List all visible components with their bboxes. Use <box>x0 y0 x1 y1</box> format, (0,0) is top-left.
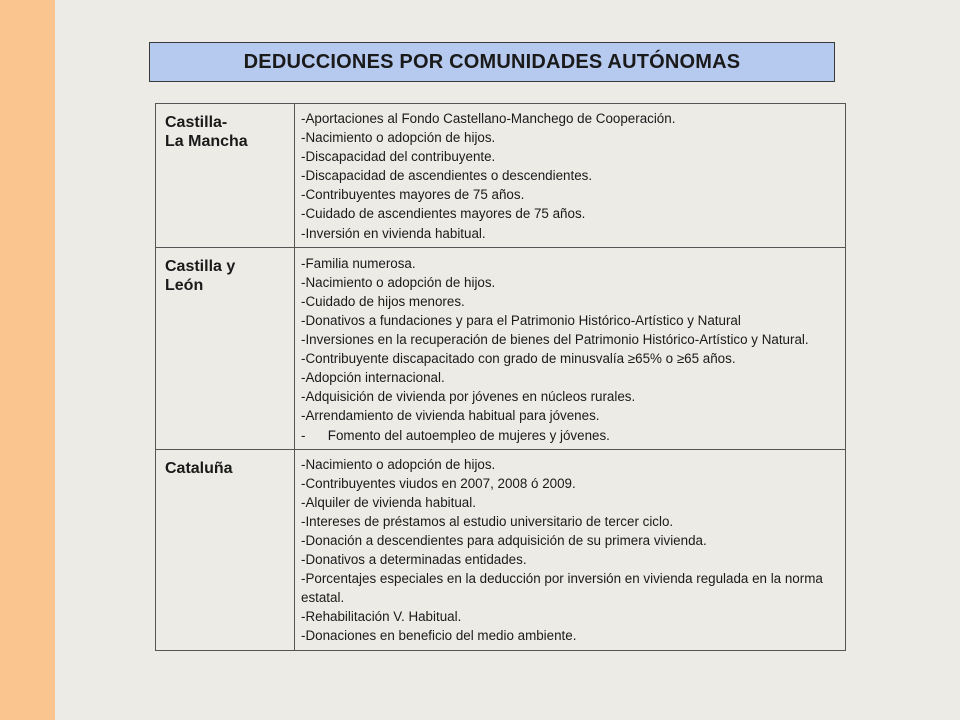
table-row-cataluna <box>156 449 846 650</box>
deduction-item: -Cuidado de hijos menores. <box>301 293 465 309</box>
deductions-table <box>155 103 846 651</box>
region-name-line-1: Castilla y <box>165 257 236 275</box>
deduction-item: -Contribuyente discapacitado con grado de minusvalía ≥65% o ≥65 años. <box>301 351 736 367</box>
deduction-item: -Donaciones en beneficio del medio ambiente. <box>301 628 577 644</box>
deduction-item: -Donativos a fundaciones y para el Patrimonio Histórico-Artístico y Natural <box>301 312 741 328</box>
region-name-line-2: La Mancha <box>165 133 248 150</box>
deduction-item: -Nacimiento o adopción de hijos. <box>301 456 496 472</box>
deduction-item: -Donación a descendientes para adquisición de su primera vivienda. <box>301 532 707 548</box>
deduction-item: -Inversión en vivienda habitual. <box>301 225 486 241</box>
deduction-item: -Intereses de préstamos al estudio universitario de tercer ciclo. <box>301 513 674 529</box>
deduction-item: -Arrendamiento de vivienda habitual para jóvenes. <box>301 408 600 424</box>
deduction-item: -Donativos a determinadas entidades. <box>301 552 527 568</box>
deduction-list <box>301 109 839 243</box>
region-cell <box>156 104 295 248</box>
deductions-cell <box>295 247 846 449</box>
deduction-item: -Alquiler de vivienda habitual. <box>301 494 476 510</box>
deduction-list <box>301 455 839 646</box>
deduction-item: -Rehabilitación V. Habitual. <box>301 609 462 625</box>
region-cell <box>156 247 295 449</box>
deduction-item: -Adopción internacional. <box>301 370 445 386</box>
deduction-item: -Discapacidad de ascendientes o descendientes. <box>301 168 593 184</box>
deduction-item: -Familia numerosa. <box>301 255 416 271</box>
deduction-item: -Adquisición de vivienda por jóvenes en núcleos rurales. <box>301 389 636 405</box>
region-name-line-2: León <box>165 276 204 294</box>
region-cell <box>156 449 295 650</box>
deduction-item: -Inversiones en la recuperación de bienes del Patrimonio Histórico-Artístico y Natural. <box>301 332 809 348</box>
deduction-item: -Nacimiento o adopción de hijos. <box>301 130 496 146</box>
deduction-item: -Discapacidad del contribuyente. <box>301 149 496 165</box>
deduction-item: -Cuidado de ascendientes mayores de 75 años. <box>301 206 586 222</box>
region-name-line-1: Castilla- <box>165 114 228 131</box>
deduction-item: -Contribuyentes mayores de 75 años. <box>301 187 525 203</box>
deduction-item: -Nacimiento o adopción de hijos. <box>301 274 496 290</box>
region-name-line-1: Cataluña <box>165 459 233 477</box>
deduction-item: -Porcentajes especiales en la deducción por inversión en vivienda regulada en la norma estatal. <box>301 571 823 606</box>
decorative-side-band <box>0 0 55 720</box>
table-row-castilla-y-leon <box>156 247 846 449</box>
table-row-castilla-la-mancha <box>156 104 846 248</box>
deductions-cell <box>295 104 846 248</box>
deductions-cell <box>295 449 846 650</box>
deduction-item: -Aportaciones al Fondo Castellano-Manchego de Cooperación. <box>301 111 676 126</box>
page-title: DEDUCCIONES POR COMUNIDADES AUTÓNOMAS <box>149 42 835 82</box>
deduction-item: -Contribuyentes viudos en 2007, 2008 ó 2009. <box>301 475 576 491</box>
deduction-item: - Fomento del autoempleo de mujeres y jóvenes. <box>301 427 610 443</box>
deduction-list <box>301 254 839 445</box>
